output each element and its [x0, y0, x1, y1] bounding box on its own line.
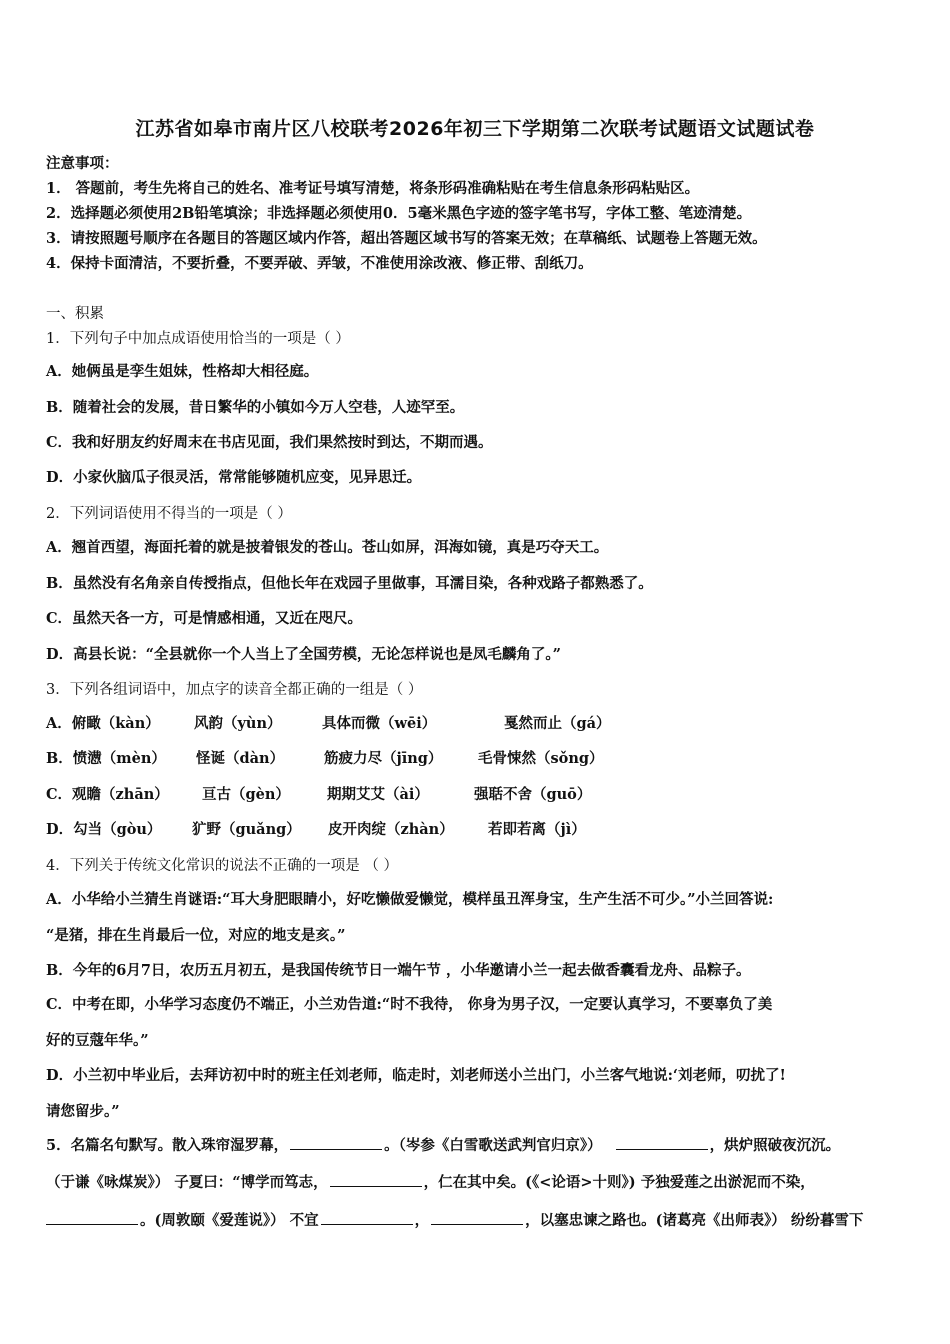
notice-heading: 注意事项：	[46, 155, 119, 172]
option: D．小兰初中毕业后，去拜访初中时的班主任刘老师，临走时，刘老师送小兰出门，小兰客气地说:‘刘老师，叨扰了!	[46, 1067, 786, 1084]
option-row	[46, 747, 604, 768]
option: A．她俩虽是孪生姐妹，性格却大相径庭。	[46, 363, 319, 380]
answer-blank[interactable]	[290, 1135, 382, 1150]
option: A．翘首西望，海面托着的就是披着银发的苍山。苍山如屏，洱海如镜，真是巧夺天工。	[46, 539, 609, 556]
option-cell: 犷野（guǎng）	[192, 821, 301, 838]
answer-blank[interactable]	[46, 1210, 138, 1225]
notice-item: 3．请按照题号顺序在各题目的答题区域内作答，超出答题区域书写的答案无效；在草稿纸、试题卷上答题无效。	[46, 230, 767, 247]
option-cell: 若即若离（jì）	[488, 821, 586, 838]
fill-text: 。（岑参《白雪歌送武判官归京》）	[384, 1137, 602, 1154]
option: C．我和好朋友约好周末在书店见面，我们果然按时到达，不期而遇。	[46, 434, 493, 451]
option-continued: 请您留步。”	[46, 1103, 120, 1120]
option: A．小华给小兰猜生肖谜语:“耳大身肥眼睛小，好吃懒做爱懒觉，模样虽丑浑身宝，生产生活不可少。”小兰回答说:	[46, 891, 774, 908]
fill-text: ，仁在其中矣。(《<论语>十则》) 予独爱莲之出淤泥而不染，	[423, 1174, 815, 1191]
fill-text: 。(周敦颐《爱莲说》） 不宜	[140, 1212, 319, 1229]
fill-text: （于谦《咏煤炭》） 子夏曰：“博学而笃志，	[46, 1174, 328, 1191]
option-cell: 筋疲力尽（jīng）	[324, 750, 443, 767]
question-stem: 1．下列句子中加点成语使用恰当的一项是（ ）	[46, 331, 350, 347]
option: B．今年的6月7日，农历五月初五，是我国传统节日一端午节 ，小华邀请小兰一起去做香囊看龙舟、品粽子。	[46, 962, 751, 979]
answer-blank[interactable]	[330, 1172, 422, 1187]
option-cell: 强聒不舍（guō）	[474, 786, 592, 803]
fill-line	[46, 1171, 815, 1192]
option-cell: C．观瞻（zhān）	[46, 786, 169, 803]
option-cell: 具体而微（wēi）	[322, 715, 437, 732]
option-cell: 风韵（yùn）	[194, 715, 282, 732]
option-row	[46, 783, 591, 804]
option: B．随着社会的发展，昔日繁华的小镇如今万人空巷，人迹罕至。	[46, 399, 465, 416]
answer-blank[interactable]	[321, 1210, 413, 1225]
option-cell: D．勾当（gòu）	[46, 821, 162, 838]
option-cell: 怪诞（dàn）	[196, 750, 285, 767]
question-stem: 4．下列关于传统文化常识的说法不正确的一项是 （ ）	[46, 858, 398, 874]
exam-title: 江苏省如皋市南片区八校联考2026年初三下学期第二次联考试题语文试题试卷	[135, 118, 815, 140]
option-continued: 好的豆蔻年华。”	[46, 1032, 149, 1049]
option-cell: 毛骨悚然（sǒng）	[478, 750, 604, 767]
answer-blank[interactable]	[616, 1135, 708, 1150]
notice-item: 2．选择题必须使用2B铅笔填涂；非选择题必须使用0．5毫米黑色字迹的签字笔书写，字体工整、笔迹清楚。	[46, 205, 752, 222]
fill-text: ，烘炉照破夜沉沉。	[709, 1137, 841, 1154]
fill-text: ，	[414, 1212, 430, 1229]
fill-line	[46, 1134, 840, 1155]
option: C．中考在即，小华学习态度仍不端正，小兰劝告道:“时不我待， 你身为男子汉，一定要认真学习，不要辜负了美	[46, 996, 773, 1013]
option-cell: 期期艾艾（ài）	[327, 786, 429, 803]
option-cell: B．愤懑（mèn）	[46, 750, 166, 767]
option-cell: A．俯瞰（kàn）	[46, 715, 160, 732]
option-cell: 戛然而止（gá）	[504, 715, 611, 732]
notice-item: 4．保持卡面清洁，不要折叠，不要弄破、弄皱，不准使用涂改液、修正带、刮纸刀。	[46, 255, 593, 272]
section-heading: 一、积累	[46, 306, 104, 322]
question-stem: 3．下列各组词语中，加点字的读音全都正确的一组是（ ）	[46, 682, 423, 698]
question-stem: 2．下列词语使用不得当的一项是（ ）	[46, 506, 292, 522]
option-row	[46, 712, 611, 733]
answer-blank[interactable]	[431, 1210, 523, 1225]
option: B．虽然没有名角亲自传授指点，但他长年在戏园子里做事，耳濡目染，各种戏路子都熟悉了。	[46, 575, 653, 592]
fill-text: 5．名篇名句默写。散入珠帘湿罗幕，	[46, 1137, 289, 1154]
option-row	[46, 818, 586, 839]
fill-text: ，以塞忠谏之路也。(诸葛亮《出师表》） 纷纷暮雪下	[525, 1212, 864, 1229]
notice-item: 1． 答题前，考生先将自己的姓名、准考证号填写清楚，将条形码准确粘贴在考生信息条形码粘贴区。	[46, 180, 700, 197]
option-cell: 皮开肉绽（zhàn）	[328, 821, 454, 838]
fill-line	[46, 1209, 863, 1230]
option: D．小家伙脑瓜子很灵活，常常能够随机应变，见异思迁。	[46, 469, 422, 486]
option: D．高县长说：“全县就你一个人当上了全国劳模，无论怎样说也是凤毛麟角了。”	[46, 646, 562, 663]
option-continued: “是猪，排在生肖最后一位，对应的地支是亥。”	[46, 927, 346, 944]
option: C．虽然天各一方，可是情感相通，又近在咫尺。	[46, 610, 363, 627]
option-cell: 亘古（gèn）	[202, 786, 290, 803]
